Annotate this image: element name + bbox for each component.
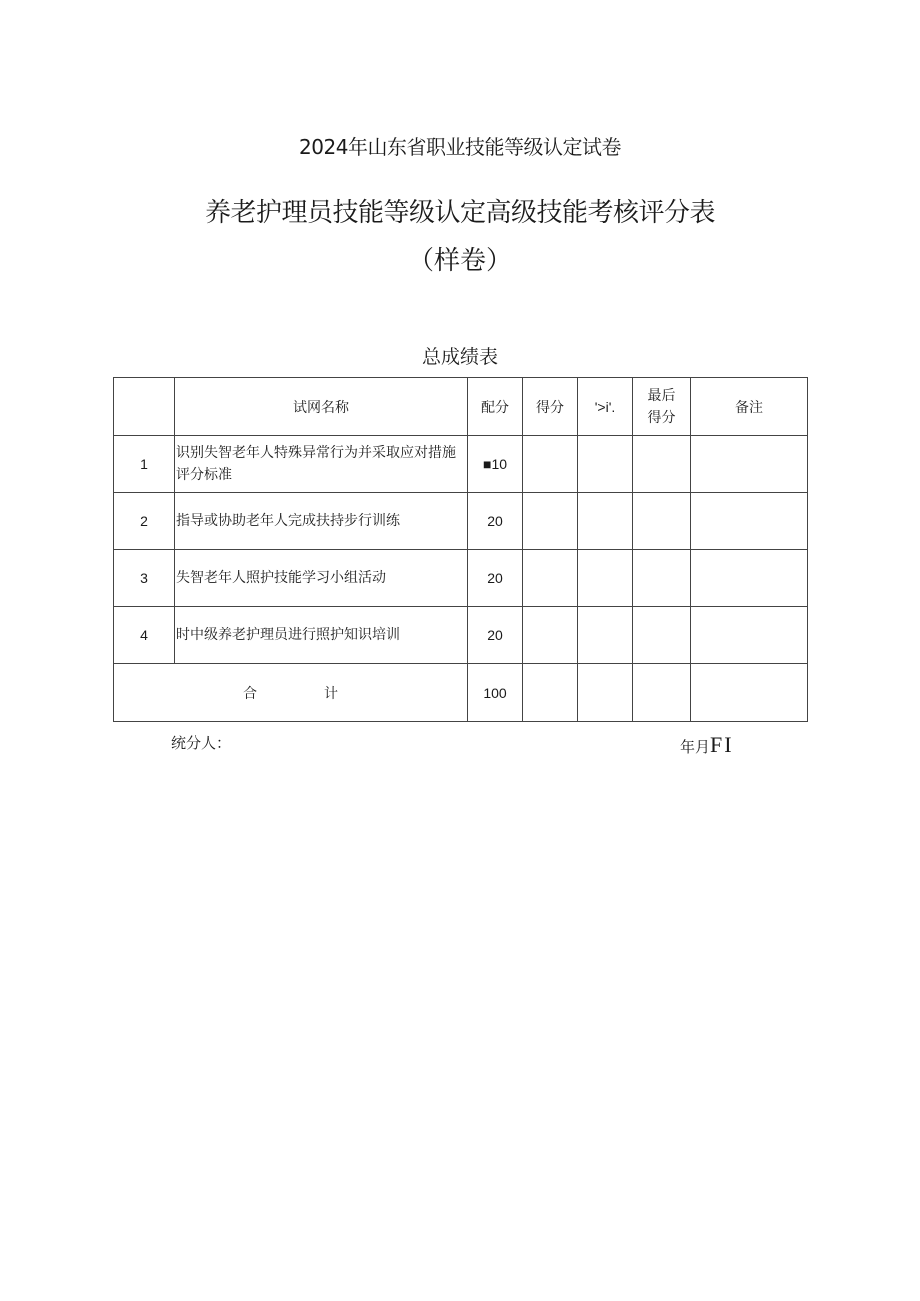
row-item-name: 时中级养老护理员进行照护知识培训: [175, 607, 468, 664]
exam-title: 2024年山东省职业技能等级认定试卷: [299, 135, 621, 159]
row-remark-cell: [691, 607, 808, 664]
row-index: 2: [114, 493, 175, 550]
total-col5-cell: [578, 664, 633, 722]
table-caption: 总成绩表: [421, 346, 498, 368]
table-total-row: [114, 664, 808, 722]
row-remark-cell: [691, 493, 808, 550]
total-label-2: 计: [323, 685, 338, 702]
row-item-name: 失智老年人照护技能学习小组活动: [175, 550, 468, 607]
row-col5-cell: [578, 607, 633, 664]
row-allot: 20: [468, 550, 523, 607]
row-remark-cell: [691, 436, 808, 493]
row-allot: ■10: [468, 436, 523, 493]
date-label-tail: FI: [710, 732, 734, 757]
header-score: 得分: [523, 378, 578, 436]
total-label-1: 合: [243, 685, 258, 702]
header-name: 试网名称: [175, 378, 468, 436]
scorer-label: 统分人：: [171, 734, 232, 752]
table-row: [114, 607, 808, 664]
row-final-cell: [633, 550, 691, 607]
table-header-row: [114, 378, 808, 436]
row-final-cell: [633, 493, 691, 550]
row-score-cell: [523, 436, 578, 493]
sub-title: （样卷）: [407, 246, 512, 276]
score-table: [113, 377, 808, 722]
row-index: 3: [114, 550, 175, 607]
header-col5: '>i'.: [578, 378, 633, 436]
main-title: 养老护理员技能等级认定高级技能考核评分表: [204, 198, 715, 228]
row-col5-cell: [578, 493, 633, 550]
table-row: [114, 550, 808, 607]
table-row: [114, 436, 808, 493]
row-index: 1: [114, 436, 175, 493]
row-final-cell: [633, 607, 691, 664]
row-final-cell: [633, 436, 691, 493]
date-label-text: 年月: [680, 738, 711, 756]
header-final-line1: 最后: [647, 387, 676, 404]
row-score-cell: [523, 607, 578, 664]
date-label: [680, 732, 734, 758]
row-remark-cell: [691, 550, 808, 607]
total-allot: 100: [468, 664, 523, 722]
header-final-line2: 得分: [647, 409, 676, 426]
row-index: 4: [114, 607, 175, 664]
row-item-name: 识别失智老年人特殊异常行为并采取应对措施评分标准: [175, 436, 468, 493]
row-item-name: 指导或协助老年人完成扶持步行训练: [175, 493, 468, 550]
row-score-cell: [523, 550, 578, 607]
table-row: [114, 493, 808, 550]
total-score-cell: [523, 664, 578, 722]
total-final-cell: [633, 664, 691, 722]
row-score-cell: [523, 493, 578, 550]
row-allot: 20: [468, 607, 523, 664]
header-final-score: [633, 378, 691, 436]
total-label: [114, 664, 468, 722]
row-allot: 20: [468, 493, 523, 550]
header-remark: 备注: [691, 378, 808, 436]
row-col5-cell: [578, 550, 633, 607]
row-col5-cell: [578, 436, 633, 493]
header-index: [114, 378, 175, 436]
total-remark-cell: [691, 664, 808, 722]
header-allot: 配分: [468, 378, 523, 436]
